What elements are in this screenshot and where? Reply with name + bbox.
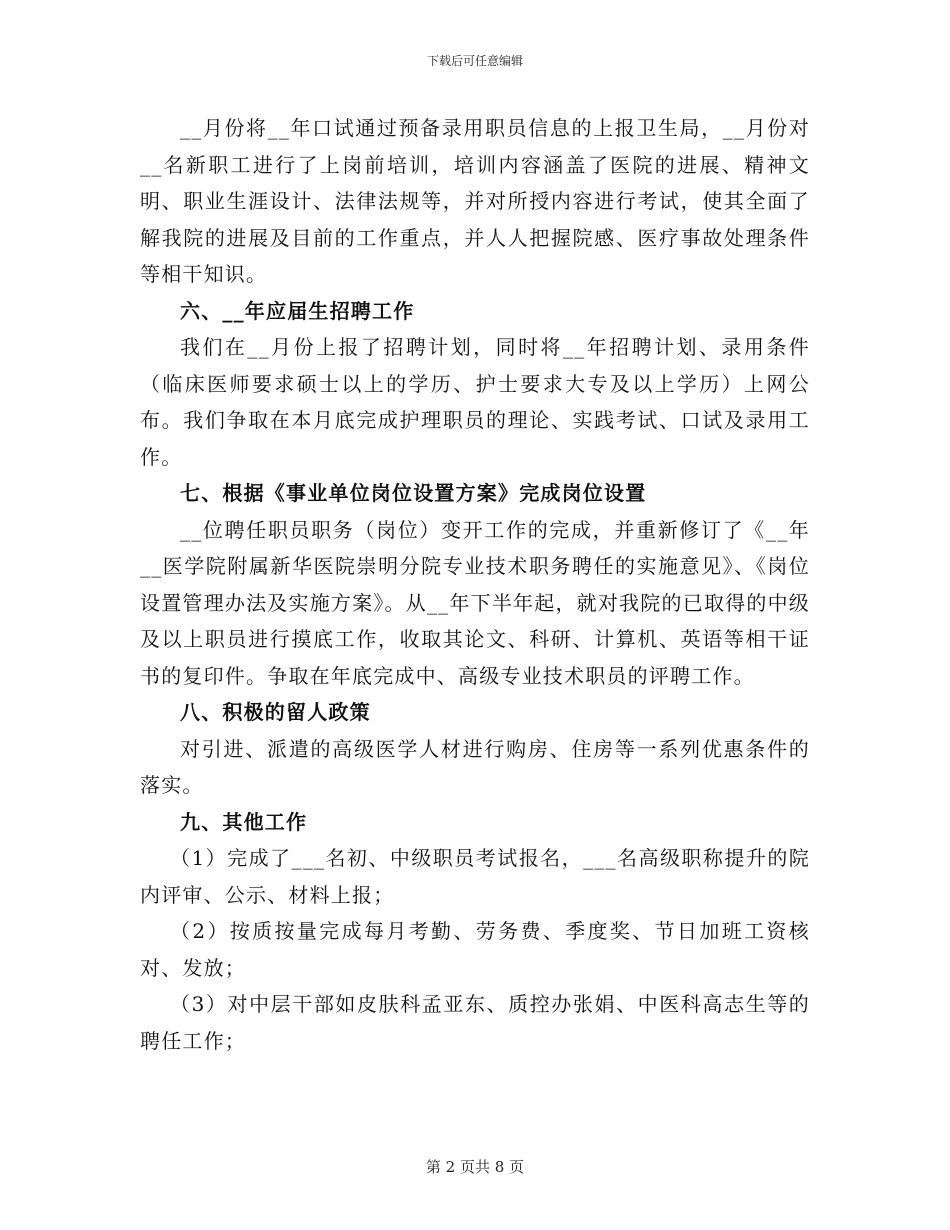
heading-section-6: 六、__年应届生招聘工作 (180, 298, 415, 323)
paragraph-recruitment: 我们在__月份上报了招聘计划，同时将__年招聘计划、录用条件（临床医师要求硕士以上的学历、护士要求大专及以上学历）上网公布。我们争取在本月底完成护理职员的理论、实践考试、口试及录用工作。 (140, 335, 810, 469)
list-item-attendance: （2）按质按量完成每月考勤、劳务费、季度奖、节日加班工资核对、发放； (140, 919, 810, 980)
list-item-exam-registration: （1）完成了___名初、中级职员考试报名，___名高级职称提升的院内评审、公示、材料上报； (140, 846, 810, 907)
list-item-appointment: （3）对中层干部如皮肤科孟亚东、质控办张娟、中医科高志生等的聘任工作； (140, 992, 810, 1053)
paragraph-training: __月份将__年口试通过预备录用职员信息的上报卫生局，__月份对__名新职工进行了上岗前培训，培训内容涵盖了医院的进展、精神文明、职业生涯设计、法律法规等，并对所授内容进行考试，使其全面了解我院的进展及目前的工作重点，并人人把握院感、医疗事故处理条件等相干知识。 (140, 116, 810, 286)
paragraph-post-setting: __位聘任职员职务（岗位）变开工作的完成，并重新修订了《__年__医学院附属新华医院崇明分院专业技术职务聘任的实施意见》、《岗位设置管理办法及实施方案》。从__年下半年起，就对我院的已取得的中级及以上职员进行摸底工作，收取其论文、科研、计算机、英语等相干证书的复印件。争取在年底完成中、高级专业技术职员的评聘工作。 (140, 517, 810, 688)
document-body (140, 110, 810, 1059)
page-header: 下载后可任意编辑 (426, 54, 523, 68)
paragraph-retention-policy: 对引进、派遣的高级医学人材进行购房、住房等一系列优惠条件的落实。 (140, 736, 810, 797)
heading-section-7: 七、根据《事业单位岗位设置方案》完成岗位设置 (180, 481, 647, 505)
page-number: 第 2 页共 8 页 (425, 1158, 525, 1176)
heading-section-9: 九、其他工作 (180, 809, 308, 834)
heading-section-8: 八、积极的留人政策 (180, 700, 371, 724)
